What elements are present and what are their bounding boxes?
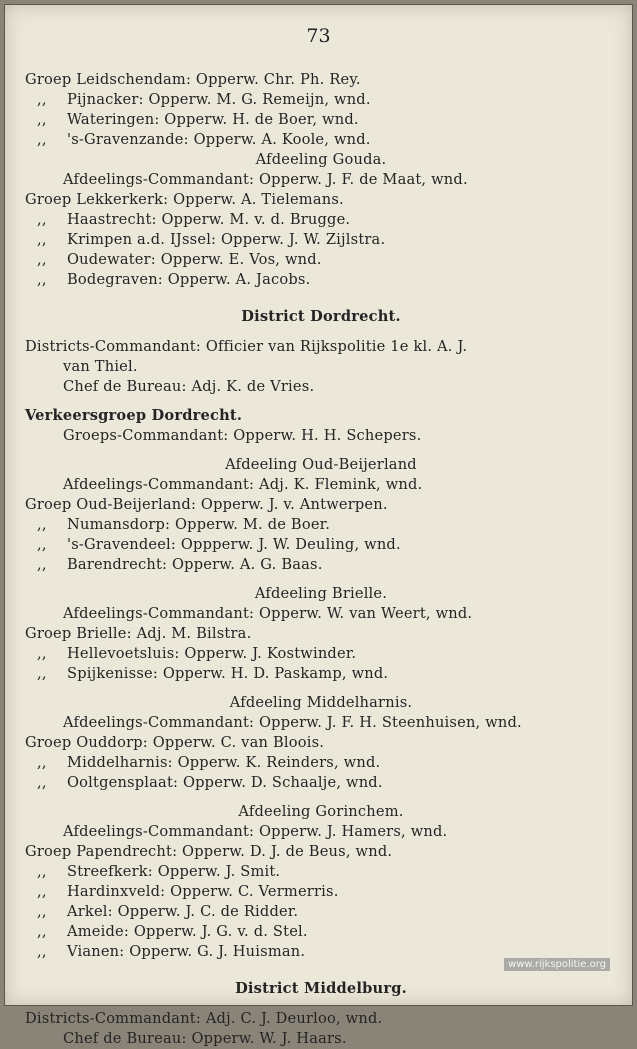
section-heading: Afdeeling Gorinchem. <box>238 803 404 820</box>
line-text: Ameide: Opperw. J. G. v. d. Stel. <box>67 923 308 940</box>
ditto-mark: ,, <box>37 645 47 662</box>
ditto-mark: ,, <box>37 923 47 940</box>
text-line <box>25 555 617 575</box>
text-line <box>25 644 617 664</box>
text-line <box>25 515 617 535</box>
text-line: Groep Ouddorp: Opperw. C. van Bloois. <box>25 734 325 751</box>
line-text: Barendrecht: Opperw. A. G. Baas. <box>67 556 323 573</box>
text-line: Groep Brielle: Adj. M. Bilstra. <box>25 625 252 642</box>
text-line <box>25 882 617 902</box>
text-line: Afdeelings-Commandant: Opperw. J. F. H. Steenhuisen, wnd. <box>63 714 522 731</box>
text-line <box>25 862 617 882</box>
ditto-mark: ,, <box>37 754 47 771</box>
ditto-mark: ,, <box>37 943 47 960</box>
ditto-mark: ,, <box>37 111 47 128</box>
line-text: Hardinxveld: Opperw. C. Vermerris. <box>67 883 339 900</box>
text-line <box>25 210 617 230</box>
text-line <box>25 922 617 942</box>
page-content <box>25 70 617 1049</box>
text-line: Groep Papendrecht: Opperw. D. J. de Beus, wnd. <box>25 843 393 860</box>
line-text: Spijkenisse: Opperw. H. D. Paskamp, wnd. <box>67 665 389 682</box>
line-text: Middelharnis: Opperw. K. Reinders, wnd. <box>67 754 381 771</box>
text-line: Groep Lekkerkerk: Opperw. A. Tielemans. <box>25 191 344 208</box>
line-text: Arkel: Opperw. J. C. de Ridder. <box>67 903 299 920</box>
ditto-mark: ,, <box>37 516 47 533</box>
line-text: Numansdorp: Opperw. M. de Boer. <box>67 516 331 533</box>
ditto-mark: ,, <box>37 665 47 682</box>
text-line <box>25 535 617 555</box>
document-page <box>4 4 633 1047</box>
text-line: Groep Leidschendam: Opperw. Chr. Ph. Rey. <box>25 71 361 88</box>
text-line <box>25 110 617 130</box>
text-line: van Thiel. <box>63 358 138 375</box>
text-line <box>25 753 617 773</box>
line-text: Hellevoetsluis: Opperw. J. Kostwinder. <box>67 645 357 662</box>
text-line: Afdeelings-Commandant: Opperw. J. F. de Maat, wnd. <box>63 171 468 188</box>
watermark-label: www.rijkspolitie.org <box>504 958 610 971</box>
text-line <box>25 773 617 793</box>
text-line: Chef de Bureau: Opperw. W. J. Haars. <box>63 1030 347 1047</box>
section-heading: Afdeeling Gouda. <box>255 151 387 168</box>
line-text: Pijnacker: Opperw. M. G. Remeijn, wnd. <box>67 91 371 108</box>
text-line: Afdeelings-Commandant: Opperw. W. van Weert, wnd. <box>63 605 473 622</box>
line-text: Haastrecht: Opperw. M. v. d. Brugge. <box>67 211 351 228</box>
ditto-mark: ,, <box>37 91 47 108</box>
line-text: Bodegraven: Opperw. A. Jacobs. <box>67 271 311 288</box>
text-line <box>25 902 617 922</box>
line-text: Wateringen: Opperw. H. de Boer, wnd. <box>67 111 359 128</box>
ditto-mark: ,, <box>37 536 47 553</box>
text-line: Afdeelings-Commandant: Adj. K. Flemink, wnd. <box>63 476 423 493</box>
ditto-mark: ,, <box>37 271 47 288</box>
ditto-mark: ,, <box>37 251 47 268</box>
line-text: Streefkerk: Opperw. J. Smit. <box>67 863 281 880</box>
text-line <box>25 664 617 684</box>
text-line <box>25 90 617 110</box>
district-heading: District Dordrecht. <box>241 308 401 325</box>
text-line: Groep Oud-Beijerland: Opperw. J. v. Antwerpen. <box>25 496 388 513</box>
line-text: 's-Gravendeel: Oppperw. J. W. Deuling, wnd. <box>67 536 401 553</box>
text-line <box>25 250 617 270</box>
text-line <box>25 230 617 250</box>
section-heading: Afdeeling Oud-Beijerland <box>225 456 417 473</box>
ditto-mark: ,, <box>37 131 47 148</box>
text-line: Chef de Bureau: Adj. K. de Vries. <box>63 378 315 395</box>
page-number: 73 <box>306 25 331 47</box>
ditto-mark: ,, <box>37 774 47 791</box>
ditto-mark: ,, <box>37 903 47 920</box>
line-text: Oudewater: Opperw. E. Vos, wnd. <box>67 251 322 268</box>
ditto-mark: ,, <box>37 556 47 573</box>
ditto-mark: ,, <box>37 231 47 248</box>
line-text: 's-Gravenzande: Opperw. A. Koole, wnd. <box>67 131 371 148</box>
ditto-mark: ,, <box>37 883 47 900</box>
line-text: Ooltgensplaat: Opperw. D. Schaalje, wnd. <box>67 774 383 791</box>
text-line: Groeps-Commandant: Opperw. H. H. Schepers. <box>63 427 422 444</box>
group-heading: Verkeersgroep Dordrecht. <box>25 407 243 424</box>
text-line: Districts-Commandant: Officier van Rijkspolitie 1e kl. A. J. <box>25 338 468 355</box>
district-heading: District Middelburg. <box>235 980 407 997</box>
line-text: Krimpen a.d. IJssel: Opperw. J. W. Zijlstra. <box>67 231 386 248</box>
text-line: Afdeelings-Commandant: Opperw. J. Hamers, wnd. <box>63 823 448 840</box>
text-line: Districts-Commandant: Adj. C. J. Deurloo, wnd. <box>25 1010 383 1027</box>
text-line <box>25 270 617 290</box>
section-heading: Afdeeling Brielle. <box>254 585 388 602</box>
ditto-mark: ,, <box>37 211 47 228</box>
ditto-mark: ,, <box>37 863 47 880</box>
text-line <box>25 130 617 150</box>
section-heading: Afdeeling Middelharnis. <box>229 694 413 711</box>
line-text: Vianen: Opperw. G. J. Huisman. <box>67 943 306 960</box>
